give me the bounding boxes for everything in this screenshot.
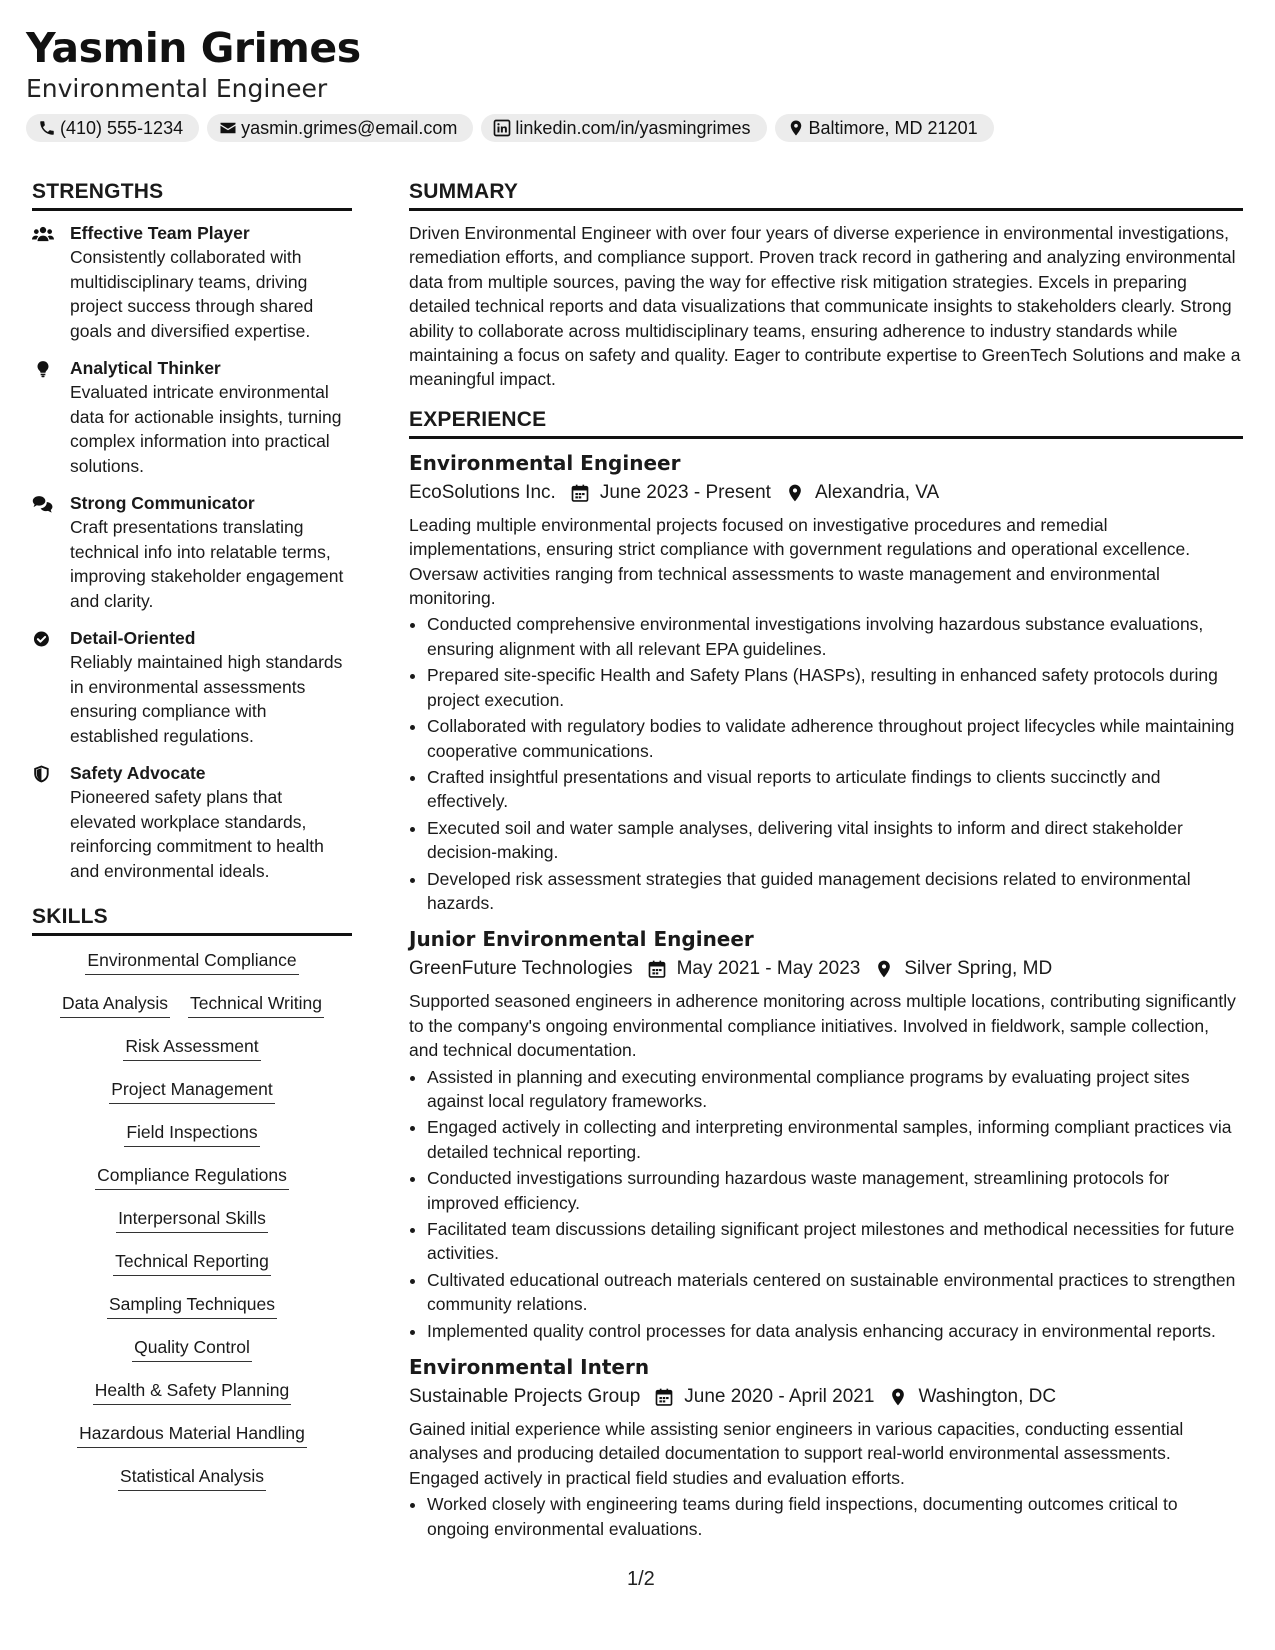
strength-desc: Craft presentations translating technical info into relatable terms, improving stakeholder engagement and clarity.	[70, 517, 344, 611]
right-column	[409, 178, 1243, 1551]
candidate-title: Environmental Engineer	[26, 74, 328, 103]
calendar-icon	[647, 959, 667, 979]
job-bullet: • Facilitated team discussions detailing significant project milestones and methodical necessities for future activities.	[427, 1217, 1243, 1266]
strength-title: Detail-Oriented	[70, 628, 196, 648]
job-description: Gained initial experience while assisting senior engineers in various capacities, conducting essential analyses and producing detailed documentation to support real-world environmental assessments. Engaged actively in practical field studies and evaluation efforts.	[409, 1419, 1184, 1488]
job-meta	[409, 479, 1243, 507]
skills-list	[32, 948, 352, 1491]
job-bullets	[409, 612, 1243, 915]
strength-item	[32, 761, 352, 883]
contact-bar	[26, 114, 994, 142]
location-text: Baltimore, MD 21201	[808, 118, 978, 138]
job-entry	[409, 925, 1243, 1343]
job-bullet: • Developed risk assessment strategies that guided management decisions related to environmental hazards.	[427, 867, 1243, 916]
job-bullet: • Crafted insightful presentations and visual reports to articulate findings to clients succinctly and effectively.	[427, 765, 1243, 814]
strength-item	[32, 221, 352, 343]
comments-icon	[32, 494, 54, 514]
skill-tag: Hazardous Material Handling	[77, 1421, 307, 1448]
job-description: Supported seasoned engineers in adherence monitoring across multiple locations, contributing significantly to the company's ongoing environmental compliance initiatives. Involved in fieldwork, sample collection, and technical documentation.	[409, 991, 1236, 1061]
job-bullet: • Assisted in planning and executing environmental compliance programs by evaluating project sites against local regulatory frameworks.	[427, 1065, 1243, 1114]
skill-tag: Project Management	[109, 1077, 274, 1104]
strengths-heading: STRENGTHS	[32, 178, 352, 211]
skill-tag: Field Inspections	[124, 1120, 259, 1147]
job-bullet: • Engaged actively in collecting and interpreting environmental samples, informing compliant practices via detailed technical reporting.	[427, 1115, 1243, 1164]
left-column	[32, 178, 352, 1507]
location-contact[interactable]	[775, 114, 994, 142]
strength-title: Effective Team Player	[70, 223, 250, 243]
skill-tag: Environmental Compliance	[85, 948, 298, 975]
job-entry	[409, 1353, 1243, 1541]
job-bullet: • Implemented quality control processes for data analysis enhancing accuracy in environmental reports.	[427, 1319, 1243, 1343]
email-text: yasmin.grimes@email.com	[241, 118, 458, 138]
job-dates: June 2023 - Present	[599, 481, 771, 503]
phone-contact[interactable]	[26, 114, 199, 142]
check-circle-icon	[32, 629, 54, 649]
job-title: Environmental Intern	[409, 1355, 650, 1380]
job-bullets	[409, 1492, 1243, 1541]
map-pin-icon	[888, 1387, 908, 1407]
calendar-icon	[654, 1387, 674, 1407]
job-title: Environmental Engineer	[409, 450, 681, 475]
users-icon	[32, 224, 54, 244]
job-bullet: • Worked closely with engineering teams during field inspections, documenting outcomes critical to ongoing environmental evaluations.	[427, 1492, 1243, 1541]
phone-icon	[38, 119, 56, 137]
job-bullet: • Cultivated educational outreach materials centered on sustainable environmental practices to strengthen community relations.	[427, 1268, 1243, 1317]
job-company: GreenFuture Technologies	[409, 958, 633, 980]
strength-item	[32, 626, 352, 748]
strength-title: Safety Advocate	[70, 763, 206, 783]
skill-tag: Interpersonal Skills	[116, 1206, 268, 1233]
skill-tag: Quality Control	[132, 1335, 252, 1362]
job-location: Alexandria, VA	[814, 481, 940, 503]
skill-tag: Data Analysis	[60, 991, 170, 1018]
job-company: EcoSolutions Inc.	[409, 481, 556, 503]
job-bullet: • Prepared site-specific Health and Safety Plans (HASPs), resulting in enhanced safety protocols during project execution.	[427, 663, 1243, 712]
envelope-icon	[219, 119, 237, 137]
job-location: Washington, DC	[918, 1386, 1057, 1408]
skill-tag: Sampling Techniques	[107, 1292, 277, 1319]
strength-desc: Pioneered safety plans that elevated workplace standards, reinforcing commitment to health and environmental ideals.	[70, 787, 324, 881]
summary-heading: SUMMARY	[409, 178, 1243, 211]
linkedin-icon	[493, 119, 511, 137]
resume-header	[26, 22, 994, 142]
skill-tag: Health & Safety Planning	[93, 1378, 292, 1405]
page-number: 1/2	[627, 1568, 655, 1590]
shield-icon	[32, 764, 54, 784]
candidate-name: Yasmin Grimes	[26, 24, 361, 72]
skill-tag: Statistical Analysis	[118, 1464, 266, 1491]
map-pin-icon	[785, 483, 805, 503]
email-contact[interactable]	[207, 114, 473, 142]
job-bullet: • Conducted investigations surrounding hazardous waste management, streamlining protocols for improved efficiency.	[427, 1166, 1243, 1215]
skill-tag: Technical Writing	[188, 991, 324, 1018]
job-bullet: • Executed soil and water sample analyses, delivering vital insights to inform and direct stakeholder decision-making.	[427, 816, 1243, 865]
job-title: Junior Environmental Engineer	[409, 927, 754, 952]
strength-desc: Consistently collaborated with multidisciplinary teams, driving project success through shared goals and diversified expertise.	[70, 247, 314, 341]
summary-text: Driven Environmental Engineer with over four years of diverse experience in environmental investigations, remediation efforts, and compliance support. Proven track record in gathering and analyzing environmental data from multiple sources, paving the way for effective risk mitigation strategies. Excels in preparing detailed technical reports and data visualizations that communicate insights to stakeholders clearly. Strong ability to collaborate across multidisciplinary teams, ensuring adherence to industry standards while maintaining a focus on safety and quality. Eager to contribute expertise to GreenTech Solutions and make a meaningful impact.	[409, 223, 1241, 390]
job-meta	[409, 1383, 1243, 1411]
lightbulb-icon	[32, 359, 54, 379]
strength-item	[32, 491, 352, 613]
skill-tag: Risk Assessment	[123, 1034, 260, 1061]
job-entry	[409, 449, 1243, 916]
linkedin-text: linkedin.com/in/yasmingrimes	[515, 118, 751, 138]
calendar-icon	[570, 483, 590, 503]
job-dates: May 2021 - May 2023	[676, 958, 861, 980]
strength-title: Analytical Thinker	[70, 358, 221, 378]
experience-heading: EXPERIENCE	[409, 406, 1243, 439]
linkedin-contact[interactable]	[481, 114, 766, 142]
skill-tag: Compliance Regulations	[95, 1163, 289, 1190]
job-bullet: • Conducted comprehensive environmental investigations involving hazardous substance evaluations, ensuring alignment with all relevant EPA guidelines.	[427, 612, 1243, 661]
strength-desc: Evaluated intricate environmental data for actionable insights, turning complex information into practical solutions.	[70, 382, 342, 476]
job-dates: June 2020 - April 2021	[684, 1386, 875, 1408]
job-location: Silver Spring, MD	[904, 958, 1053, 980]
job-company: Sustainable Projects Group	[409, 1386, 641, 1408]
phone-text: (410) 555-1234	[60, 118, 184, 138]
skill-tag: Technical Reporting	[113, 1249, 271, 1276]
job-bullet: • Collaborated with regulatory bodies to validate adherence throughout project lifecycles while maintaining cooperative communications.	[427, 714, 1243, 763]
strength-title: Strong Communicator	[70, 493, 255, 513]
job-bullets	[409, 1065, 1243, 1343]
strength-item	[32, 356, 352, 478]
strength-desc: Reliably maintained high standards in environmental assessments ensuring compliance with established regulations.	[70, 652, 343, 746]
map-pin-icon	[787, 119, 805, 137]
skills-heading: SKILLS	[32, 903, 352, 936]
map-pin-icon	[874, 959, 894, 979]
job-description: Leading multiple environmental projects focused on investigative procedures and remedial implementations, ensuring strict compliance with government regulations and operational excellence. Oversaw activities ranging from technical assessments to waste management and environmental monitoring.	[409, 514, 1191, 609]
job-meta	[409, 955, 1243, 983]
